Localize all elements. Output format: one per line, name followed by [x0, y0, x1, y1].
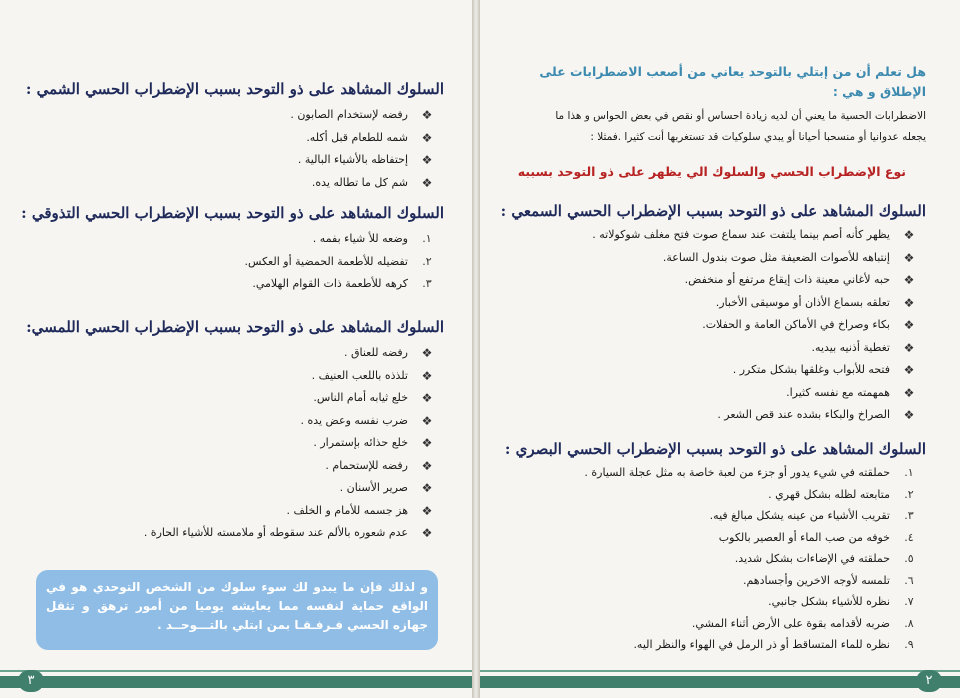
list-item: ❖ رفضه للإستحمام . [24, 455, 444, 478]
footer-divider [0, 670, 472, 672]
section-title-taste: السلوك المشاهد على ذو التوحد بسبب الإضطراب الحسي التذوقي : [21, 204, 444, 222]
list-number: ٢. [422, 254, 432, 268]
diamond-bullet-icon: ❖ [421, 368, 433, 383]
list-item: ٩. نظره للماء المتساقط أو ذر الرمل في الهواء والنظر اليه. [506, 634, 926, 656]
footer-divider [480, 670, 960, 672]
list-item: ❖ إنتباهه للأصوات الضعيفة مثل صوت بندول الساعة. [506, 247, 926, 270]
list-item: ❖ هز جسمه للأمام و الخلف . [24, 500, 444, 523]
list-item: ❖ حبه لأغاني معينة ذات إيقاع مرتفع أو منخفض. [506, 269, 926, 292]
section-vision [506, 438, 926, 656]
list-item: ❖ يظهر كأنه أصم بينما يلتفت عند سماع صوت فتح مغلف شوكولاته . [506, 224, 926, 247]
list-number: ٣. [904, 509, 914, 522]
list-item: ❖ شمه للطعام قبل أكله. [24, 127, 444, 150]
list-item: ٢. تفضيله للأطعمة الحمضية أو العكس. [24, 251, 444, 274]
list-item: ❖ الصراخ والبكاء بشده عند قص الشعر . [506, 404, 926, 427]
section-title-touch: السلوك المشاهد على ذو التوحد بسبب الإضطراب الحسي اللمسي: [26, 318, 444, 336]
page-number: ٢ [916, 670, 942, 692]
right-page [480, 0, 960, 698]
section-title-vision: السلوك المشاهد على ذو التوحد بسبب الإضطراب الحسي البصري : [504, 440, 926, 458]
footer-band [480, 676, 960, 688]
list-number: ٩. [904, 638, 914, 651]
list-item: ٣. كرهه للأطعمة ذات القوام الهلامي. [24, 273, 444, 296]
list-number: ٣. [422, 277, 432, 290]
list-number: ١. [904, 466, 914, 479]
list-item: ١. حملقته في شيء يدور أو جزء من لعبة خاصة به مثل عجلة السيارة . [506, 462, 926, 484]
intro-line: الاضطرابات الحسية ما يعني أن لديه زيادة احساس أو نقص في بعض الحواس و هذا ما [555, 110, 926, 122]
diamond-bullet-icon: ❖ [421, 153, 433, 167]
list-item: ❖ خلع حذائه بإستمرار . [24, 432, 444, 455]
list-item: ❖ شم كل ما تطاله يده. [24, 172, 444, 195]
callout-box: و لذلك فإن ما يبدو لك سوء سلوك من الشخص التوحدي هو في الواقع حماية لنفسه مما يعايشه يوميا من أمور ترهق و تثقل جهازه الحسي فـرفـقـا بمن ابتلي بالتـــوحــد . [36, 570, 438, 650]
list-touch [24, 342, 444, 545]
diamond-bullet-icon: ❖ [421, 175, 433, 190]
list-number: ٤. [904, 530, 914, 544]
list-item: ٥. حملقته في الإضاءات بشكل شديد. [506, 548, 926, 570]
section-title-hearing: السلوك المشاهد على ذو التوحد بسبب الإضطراب الحسي السمعي : [500, 202, 926, 220]
book-spine [472, 0, 480, 698]
section-hearing [500, 200, 926, 427]
list-item: ❖ إحتفاظه بالأشياء البالية . [24, 149, 444, 172]
list-item: ❖ فتحه للأبواب وغلقها بشكل متكرر . [506, 359, 926, 382]
list-item: ٢. متابعته لظله بشكل قهري . [506, 484, 926, 506]
intro-question: هل تعلم أن من إبتلي بالتوحد يعاني من أصعب الاضطرابات على الإطلاق و هي : [539, 64, 926, 99]
list-item: ❖ ضرب نفسه وعض يده . [24, 410, 444, 433]
diamond-bullet-icon: ❖ [421, 391, 433, 405]
diamond-bullet-icon: ❖ [421, 526, 433, 540]
diamond-bullet-icon: ❖ [903, 385, 915, 400]
list-item: ❖ بكاء وصراخ في الأماكن العامة و الحفلات. [506, 314, 926, 337]
list-item: ❖ همهمته مع نفسه كثيرا. [506, 382, 926, 405]
list-number: ٢. [904, 487, 914, 501]
diamond-bullet-icon: ❖ [903, 273, 915, 287]
red-heading: نوع الإضطراب الحسي والسلوك الي يظهر على ذو التوحد بسببه [517, 164, 906, 179]
diamond-bullet-icon: ❖ [421, 436, 433, 450]
list-number: ٧. [904, 595, 914, 608]
section-smell [24, 78, 444, 194]
diamond-bullet-icon: ❖ [421, 413, 433, 428]
section-touch [24, 316, 444, 545]
footer-band [0, 676, 472, 688]
diamond-bullet-icon: ❖ [903, 408, 915, 422]
diamond-bullet-icon: ❖ [421, 108, 433, 122]
list-item: ٤. خوفه من صب الماء أو العصير بالكوب [506, 527, 926, 549]
list-item: ❖ عدم شعوره بالألم عند سقوطه أو ملامسته للأشياء الحارة . [24, 522, 444, 545]
list-item: ٦. تلمسه لأوجه الاخرين وأجسادهم. [506, 570, 926, 592]
list-number: ٥. [904, 552, 914, 565]
list-vision [506, 462, 926, 656]
intro-line: يجعله عدوانيا أو منسحبا أحيانا أو يبدي سلوكيات قد تستغربها أنت كثيرا .فمثلا : [590, 131, 926, 143]
list-number: ٨. [904, 616, 914, 630]
list-item: ❖ رفضه لإستخدام الصابون . [24, 104, 444, 127]
list-item: ❖ رفضه للعناق . [24, 342, 444, 365]
diamond-bullet-icon: ❖ [421, 458, 433, 473]
list-item: ❖ صرير الأسنان . [24, 477, 444, 500]
diamond-bullet-icon: ❖ [421, 481, 433, 495]
list-number: ٦. [904, 573, 914, 587]
diamond-bullet-icon: ❖ [421, 346, 433, 360]
list-item: ❖ تلذذه باللعب العنيف . [24, 365, 444, 388]
diamond-bullet-icon: ❖ [903, 228, 915, 242]
list-item: ❖ تعلقه بسماع الأذان أو موسيقى الأخبار. [506, 292, 926, 315]
section-title-smell: السلوك المشاهد على ذو التوحد بسبب الإضطراب الحسي الشمي : [25, 80, 444, 98]
list-smell [24, 104, 444, 194]
diamond-bullet-icon: ❖ [421, 130, 433, 145]
diamond-bullet-icon: ❖ [903, 363, 915, 377]
diamond-bullet-icon: ❖ [421, 503, 433, 518]
page-number: ٣ [18, 670, 44, 692]
list-item: ٧. نظره للأشياء بشكل جانبي. [506, 591, 926, 613]
diamond-bullet-icon: ❖ [903, 295, 915, 310]
diamond-bullet-icon: ❖ [903, 318, 915, 332]
list-item: ❖ تغطية أذنيه بيديه. [506, 337, 926, 360]
diamond-bullet-icon: ❖ [903, 250, 915, 265]
list-item: ٣. تقريب الأشياء من عينه يشكل مبالغ فيه. [506, 505, 926, 527]
list-hearing [506, 224, 926, 427]
list-number: ١. [422, 232, 432, 245]
left-page [0, 0, 472, 698]
list-item: ٨. ضربه لأقدامه بقوة على الأرض أثناء المشي. [506, 613, 926, 635]
intro [506, 62, 926, 182]
list-item: ❖ خلع ثيابه أمام الناس. [24, 387, 444, 410]
list-item: ١. وضعه للأ شياء بفمه . [24, 228, 444, 251]
section-taste [21, 202, 444, 296]
list-taste [24, 228, 444, 296]
diamond-bullet-icon: ❖ [903, 340, 915, 355]
